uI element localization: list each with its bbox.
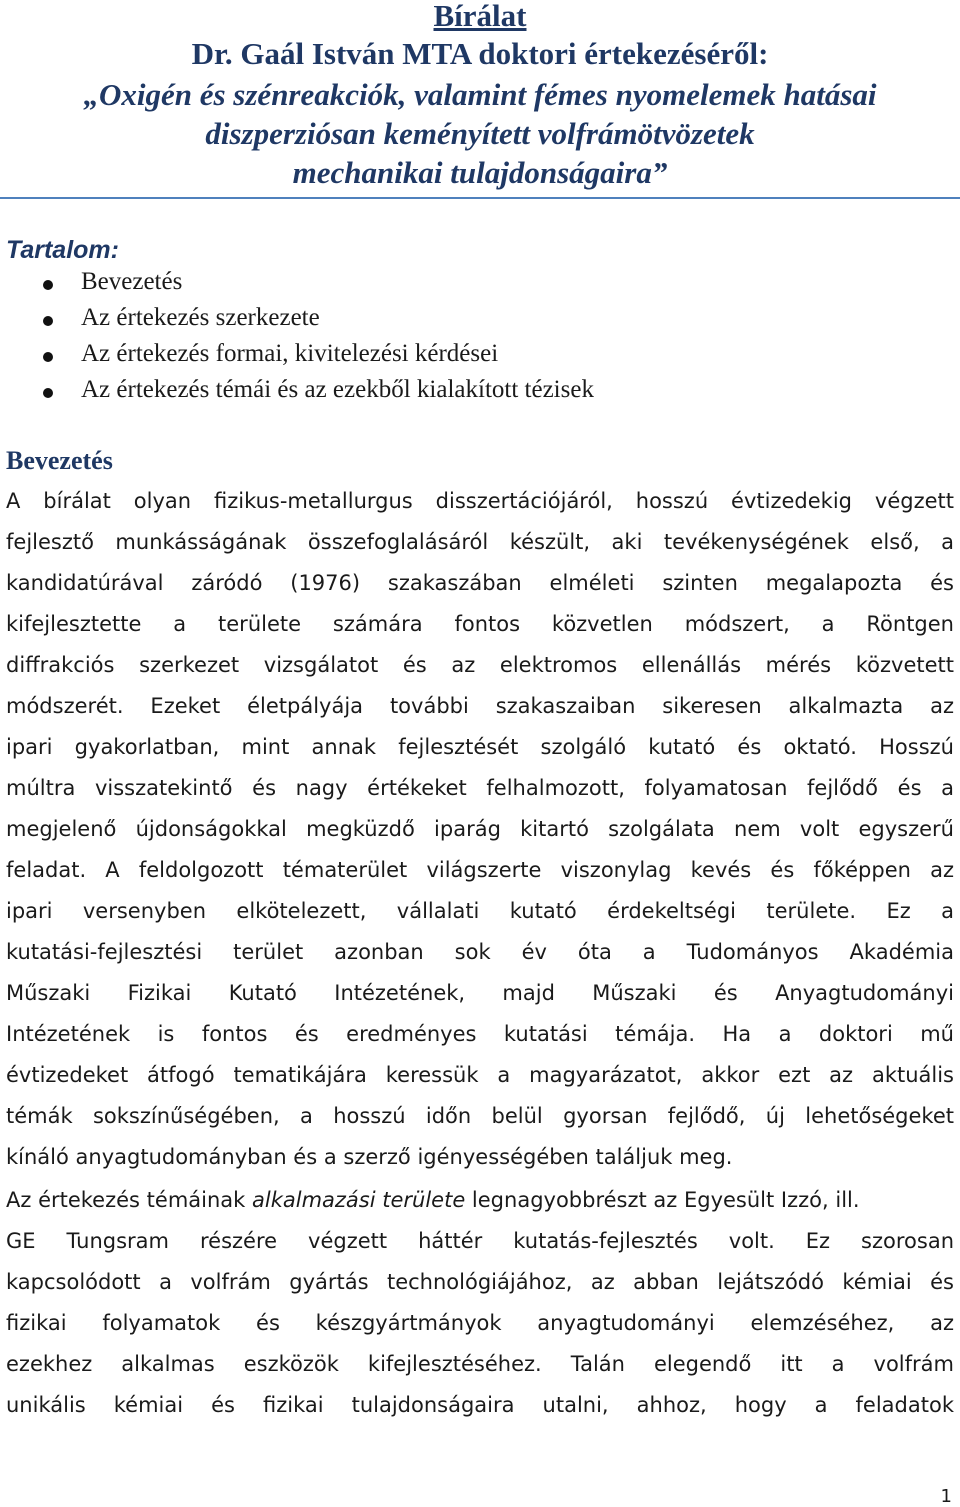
toc-label: Tartalom: <box>6 236 119 264</box>
body-line: unikális kémiai és fizikai tulajdonságaira utalni, ahhoz, hogy a feladatok <box>6 1393 954 1417</box>
body-line: kutatási-fejlesztési terület azonban sok év óta a Tudományos Akadémia <box>6 940 954 964</box>
emphasized-text: alkalmazási területe <box>252 1188 466 1212</box>
body-line <box>6 1183 954 1217</box>
body-line: múltra visszatekintő és nagy értékeket felhalmozott, folyamatosan fejlődő és a <box>6 776 954 800</box>
body-line: ezekhez alkalmas eszközök kifejlesztéséhez. Talán elegendő itt a volfrám <box>6 1352 954 1376</box>
toc-item <box>0 268 900 302</box>
bullet-icon <box>43 316 53 326</box>
body-line: ipari versenyben elkötelezett, vállalati kutató érdekeltségi területe. Ez a <box>6 899 954 923</box>
body-line: kapcsolódott a volfrám gyártás technológiájához, az abban lejátszódó kémiai és <box>6 1270 954 1294</box>
document-heading: Bírálat <box>433 0 527 33</box>
toc-item-label: Az értekezés szerkezete <box>81 304 320 331</box>
bullet-icon <box>43 388 53 398</box>
body-line: A bírálat olyan fizikus-metallurgus disszertációjáról, hosszú évtizedekig végzett <box>6 489 954 513</box>
toc-item <box>0 376 900 410</box>
section-heading: Bevezetés <box>6 446 113 475</box>
body-line: Műszaki Fizikai Kutató Intézetének, majd Műszaki és Anyagtudományi <box>6 981 954 1005</box>
body-line: témák sokszínűségében, a hosszú időn belül gyorsan fejlődő, új lehetőségeket <box>6 1104 954 1128</box>
body-line: módszerét. Ezeket életpályája további szakaszaiban sikeresen alkalmazta az <box>6 694 954 718</box>
body-line: ipari gyakorlatban, mint annak fejlesztését szolgáló kutató és oktató. Hosszú <box>6 735 954 759</box>
body-line: megjelenő újdonságokkal megküzdő iparág kitartó szolgálata nem volt egyszerű <box>6 817 954 841</box>
toc-item <box>0 340 900 374</box>
title-divider <box>0 197 960 199</box>
toc-item-label: Bevezetés <box>81 268 183 295</box>
body-line: fejlesztő munkásságának összefoglalásáról készült, aki tevékenységének első, a <box>6 530 954 554</box>
body-line: évtizedeket átfogó tematikájára keressük a magyarázatot, akkor ezt az aktuális <box>6 1063 954 1087</box>
body-line: Intézetének is fontos és eredményes kutatási témája. Ha a doktori mű <box>6 1022 954 1046</box>
page-number: 1 <box>940 1486 952 1507</box>
body-line: feladat. A feldolgozott tématerület világszerte viszonylag kevés és főképpen az <box>6 858 954 882</box>
body-line: kínáló anyagtudományban és a szerző igényességében találjuk meg. <box>6 1145 733 1169</box>
toc-item-label: Az értekezés témái és az ezekből kialakított tézisek <box>81 376 594 403</box>
body-line: kifejlesztette a területe számára fontos közvetlen módszert, a Röntgen <box>6 612 954 636</box>
bullet-icon <box>43 352 53 362</box>
subtitle-line: diszperziósan keményített volfrámötvözetek <box>205 116 755 151</box>
subtitle-line: mechanikai tulajdonságaira” <box>292 155 668 190</box>
bullet-icon <box>43 280 53 290</box>
body-line: GE Tungsram részére végzett háttér kutatás-fejlesztés volt. Ez szorosan <box>6 1229 954 1253</box>
body-text: Az értekezés témáinak <box>6 1188 252 1212</box>
body-line: fizikai folyamatok és készgyártmányok anyagtudományi elemzéséhez, az <box>6 1311 954 1335</box>
author-line: Dr. Gaál István MTA doktori értekezéséről: <box>191 36 769 71</box>
body-line: kandidatúrával záródó (1976) szakaszában elméleti szinten megalapozta és <box>6 571 954 595</box>
body-line: diffrakciós szerkezet vizsgálatot és az elektromos ellenállás mérés közvetett <box>6 653 954 677</box>
toc-item-label: Az értekezés formai, kivitelezési kérdései <box>81 340 499 367</box>
body-text: legnagyobbrészt az Egyesült Izzó, ill. <box>465 1188 860 1212</box>
subtitle-line: „Oxigén és szénreakciók, valamint fémes nyomelemek hatásai <box>83 77 877 112</box>
toc-item <box>0 304 900 338</box>
